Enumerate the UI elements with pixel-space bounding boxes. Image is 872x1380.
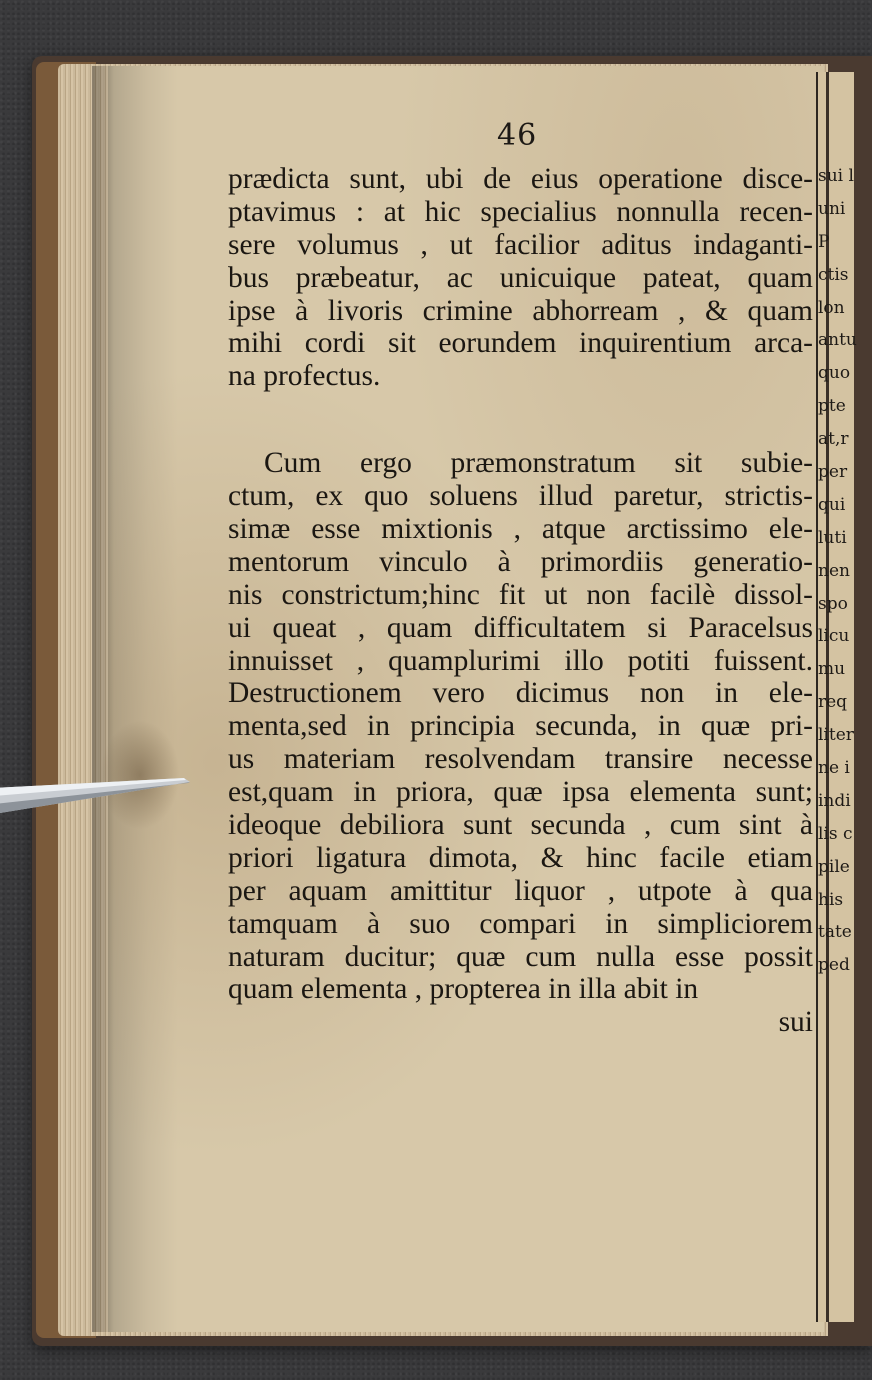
facing-page-fragment: mu xyxy=(818,659,846,680)
facing-page-fragment: lis c xyxy=(818,823,853,844)
facing-page-fragment: P xyxy=(818,231,830,252)
gutter-shadow xyxy=(92,66,114,1332)
text-line: bus præbeatur, ac unicuique pateat, quam xyxy=(228,261,813,294)
text-line: est,quam in priora, quæ ipsa elementa sunt; xyxy=(228,776,813,809)
facing-page-fragment: pte xyxy=(818,396,846,417)
facing-page-fragment: liter xyxy=(818,725,854,746)
facing-page-fragment: ped xyxy=(818,955,850,976)
text-line: simæ esse mixtionis , atque arctissimo ele- xyxy=(228,513,813,546)
text-line: quam elementa , propterea in illa abit in xyxy=(228,973,699,1006)
facing-page-fragment: uni xyxy=(818,198,846,219)
facing-page-fragment: ctis xyxy=(818,264,849,285)
text-line: menta,sed in principia secunda, in quæ pri- xyxy=(228,710,813,743)
page-number: 46 xyxy=(497,118,538,153)
facing-page-fragment: indi xyxy=(818,790,851,811)
facing-page-fragments xyxy=(818,160,858,982)
text-line: na profectus. xyxy=(228,360,381,393)
text-line: tamquam à suo compari in simpliciorem xyxy=(228,907,813,940)
paragraph-gap xyxy=(228,393,813,447)
text-line: ui queat , quam difficultatem si Paracelsus xyxy=(228,611,813,644)
facing-page-fragment: pile xyxy=(818,856,850,877)
facing-page-fragment: qui xyxy=(818,494,846,515)
text-line: Destructionem vero dicimus non in ele- xyxy=(228,677,813,710)
text-line: Cum ergo præmonstratum sit subie- xyxy=(264,447,813,480)
text-line: ideoque debiliora sunt secunda , cum sint à xyxy=(228,809,813,842)
text-line: sere volumus , ut facilior aditus indaganti- xyxy=(228,228,813,261)
facing-page-fragment: req xyxy=(818,692,848,713)
facing-page-fragment: his xyxy=(818,889,844,910)
pointer-needle-icon xyxy=(0,774,190,818)
text-line: ctum, ex quo soluens illud paretur, strictis- xyxy=(228,480,813,513)
facing-page-fragment: ne i xyxy=(818,758,850,779)
text-line: per aquam amittitur liquor , utpote à qua xyxy=(228,874,813,907)
text-line: innuisset , quamplurimi illo potiti fuissent. xyxy=(228,644,813,677)
body-text xyxy=(228,163,813,1039)
catchword: sui xyxy=(778,1006,813,1039)
text-line: priori ligatura dimota, & hinc facile etiam xyxy=(228,841,813,874)
facing-page-fragment: licu xyxy=(818,626,850,647)
facing-page-fragment: quo xyxy=(818,363,851,384)
text-line: mihi cordi sit eorundem inquirentium arca- xyxy=(228,327,813,360)
facing-page-fragment: sui l xyxy=(818,166,854,186)
facing-page-fragment: lon xyxy=(818,297,845,318)
text-line: naturam ducitur; quæ cum nulla esse possit xyxy=(228,940,813,973)
facing-page-fragment: antu xyxy=(818,330,857,351)
facing-page-fragment: spo xyxy=(818,593,848,614)
text-line: mentorum vinculo à primordiis generatio- xyxy=(228,545,813,578)
text-line: prædicta sunt, ubi de eius operatione disce- xyxy=(228,163,813,195)
facing-page-fragment: tate xyxy=(818,922,852,943)
text-line: nis constrictum;hinc fit ut non facilè dissol- xyxy=(228,578,813,611)
text-line: us materiam resolvendam transire necesse xyxy=(228,743,813,776)
facing-page-fragment: per xyxy=(818,462,848,483)
facing-page-fragment: at,r xyxy=(818,429,849,450)
facing-page-fragment: nen xyxy=(818,560,850,581)
text-line: ipse à livoris crimine abhorream , & quam xyxy=(228,294,813,327)
text-line: ptavimus : at hic specialius nonnulla recen- xyxy=(228,195,813,228)
facing-page-fragment: luti xyxy=(818,527,847,548)
